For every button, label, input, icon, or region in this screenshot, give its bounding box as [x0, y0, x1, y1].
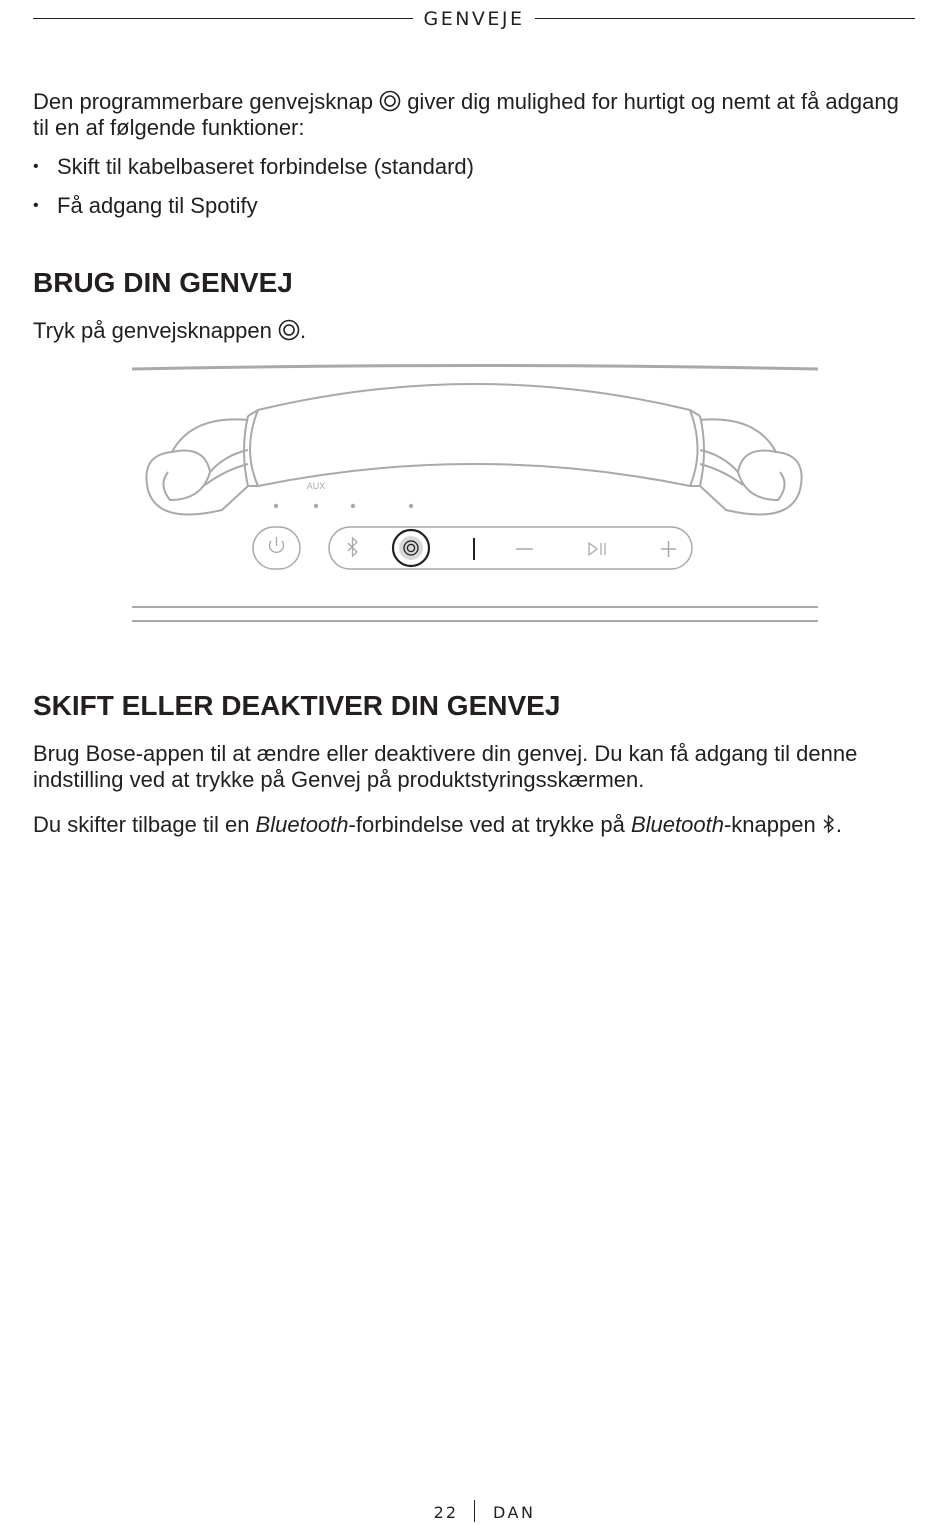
- bullet-dot: •: [33, 158, 39, 175]
- header-rule-right: [535, 18, 915, 19]
- app-paragraph: Brug Bose-appen til at ændre eller deaktivere din genvej. Du kan få adgang til denne indstilling ved at trykke på Genvej på produktstyringsskærmen.: [33, 741, 858, 792]
- text-segment: .: [835, 812, 842, 837]
- list-item-text: Skift til kabelbaseret forbindelse (standard): [57, 154, 474, 179]
- intro-paragraph: [33, 89, 913, 141]
- bluetooth-icon: [822, 813, 836, 835]
- instruction-period: .: [300, 318, 307, 343]
- footer-separator: [474, 1500, 475, 1522]
- bluetooth-paragraph: [33, 812, 913, 838]
- instruction-paragraph: [33, 318, 913, 344]
- heading-use-shortcut: BRUG DIN GENVEJ: [33, 267, 293, 298]
- page-number: 22: [433, 1503, 458, 1522]
- shortcut-icon: [379, 90, 401, 112]
- page-footer: [0, 1500, 950, 1524]
- speaker-illustration: [130, 360, 820, 626]
- bluetooth-term: Bluetooth: [631, 812, 724, 837]
- section-header: [33, 6, 915, 32]
- shortcut-icon: [278, 319, 300, 341]
- list-item-text: Få adgang til Spotify: [57, 193, 258, 218]
- heading-change-shortcut: SKIFT ELLER DEAKTIVER DIN GENVEJ: [33, 690, 561, 721]
- bullet-dot: •: [33, 197, 39, 214]
- text-segment: -knappen: [723, 812, 822, 837]
- text-segment: Du skifter tilbage til en: [33, 812, 256, 837]
- language-code: DAN: [493, 1503, 536, 1522]
- text-segment: -forbindelse ved at trykke på: [348, 812, 631, 837]
- aux-label: AUX: [306, 481, 326, 491]
- shortcut-button-highlight: [393, 530, 429, 566]
- section-title: GENVEJE: [423, 8, 525, 30]
- intro-text-end: giver dig mulighed for hurtigt og nemt at få adgang til en af følgende funktioner:: [33, 89, 899, 140]
- intro-text-start: Den programmerbare genvejsknap: [33, 89, 380, 114]
- instruction-text: Tryk på genvejsknappen: [33, 318, 278, 343]
- bluetooth-term: Bluetooth: [255, 812, 349, 837]
